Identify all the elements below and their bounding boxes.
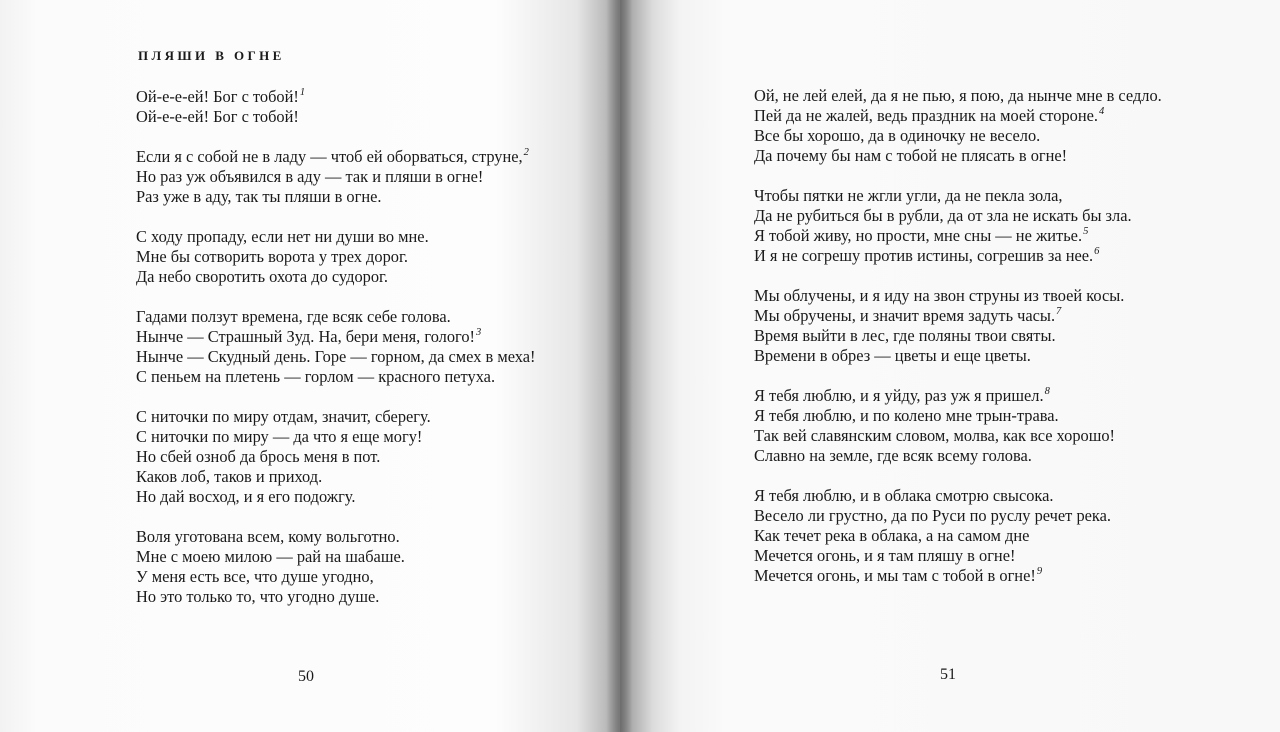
poem-line bbox=[754, 286, 1162, 306]
poem-line-text: У меня есть все, что душе угодно, bbox=[136, 567, 374, 586]
poem-line-text: Но это только то, что угодно душе. bbox=[136, 587, 380, 606]
poem-line bbox=[754, 226, 1162, 246]
poem-line-text: Каков лоб, таков и приход. bbox=[136, 467, 323, 486]
poem-line-text: Мечется огонь, и я там пляшу в огне! bbox=[754, 546, 1016, 565]
poem-line bbox=[754, 86, 1162, 106]
poem-line-text: С ходу пропаду, если нет ни души во мне. bbox=[136, 227, 429, 246]
poem-text-left bbox=[136, 87, 536, 627]
poem-line bbox=[136, 427, 536, 447]
poem-line bbox=[754, 306, 1162, 326]
poem-line bbox=[136, 527, 536, 547]
footnote-marker[interactable]: 3 bbox=[476, 327, 482, 338]
footnote-marker[interactable]: 2 bbox=[523, 147, 529, 158]
poem-line-text: Мы облучены, и я иду на звон струны из твоей косы. bbox=[754, 286, 1125, 305]
poem-line-text: Времени в обрез — цветы и еще цветы. bbox=[754, 346, 1031, 365]
poem-line-text: Ой-е-е-ей! Бог с тобой! bbox=[136, 107, 299, 126]
page-number-left: 50 bbox=[298, 668, 314, 685]
poem-line bbox=[754, 486, 1162, 506]
poem-line-text: Время выйти в лес, где поляны твои святы. bbox=[754, 326, 1056, 345]
poem-line-text: Да не рубиться бы в рубли, да от зла не искать бы зла. bbox=[754, 206, 1132, 225]
footnote-marker[interactable]: 5 bbox=[1083, 226, 1089, 237]
poem-line-text: С ниточки по миру — да что я еще могу! bbox=[136, 427, 423, 446]
poem-line-text: Нынче — Страшный Зуд. На, бери меня, голого! bbox=[136, 327, 476, 346]
poem-line bbox=[136, 267, 536, 287]
stanza bbox=[136, 147, 536, 207]
stanza bbox=[136, 87, 536, 127]
poem-line-text: Раз уже в аду, так ты пляши в огне. bbox=[136, 187, 382, 206]
poem-line bbox=[754, 506, 1162, 526]
poem-line bbox=[754, 386, 1162, 406]
poem-line-text: Да небо своротить охота до судорог. bbox=[136, 267, 388, 286]
poem-line bbox=[136, 87, 536, 107]
page-number-right: 51 bbox=[940, 666, 956, 683]
stanza bbox=[136, 227, 536, 287]
poem-line bbox=[136, 247, 536, 267]
poem-line-text: С пеньем на плетень — горлом — красного петуха. bbox=[136, 367, 496, 386]
poem-line-text: Но сбей озноб да брось меня в пот. bbox=[136, 447, 381, 466]
poem-line-text: Пей да не жалей, ведь праздник на моей стороне. bbox=[754, 106, 1098, 125]
poem-line bbox=[136, 487, 536, 507]
footnote-marker[interactable]: 9 bbox=[1036, 566, 1043, 577]
poem-line bbox=[754, 566, 1162, 586]
poem-line-text: И я не согрешу против истины, согрешив за нее. bbox=[754, 246, 1094, 265]
poem-line bbox=[136, 587, 536, 607]
poem-line-text: Но дай восход, и я его подожгу. bbox=[136, 487, 356, 506]
poem-line-text: Воля уготована всем, кому вольготно. bbox=[136, 527, 400, 546]
poem-line bbox=[136, 187, 536, 207]
book-gutter-shadow bbox=[606, 0, 632, 732]
stanza bbox=[136, 407, 536, 507]
poem-line-text: Я тебя люблю, и в облака смотрю свысока. bbox=[754, 486, 1054, 505]
poem-line bbox=[136, 447, 536, 467]
poem-line bbox=[754, 406, 1162, 426]
stanza bbox=[136, 527, 536, 607]
poem-line-text: Мечется огонь, и мы там с тобой в огне! bbox=[754, 566, 1036, 585]
poem-line-text: Все бы хорошо, да в одиночку не весело. bbox=[754, 126, 1041, 145]
poem-line bbox=[754, 346, 1162, 366]
poem-line bbox=[136, 547, 536, 567]
left-page bbox=[0, 0, 620, 732]
stanza bbox=[136, 307, 536, 387]
poem-line-text: Я тобой живу, но прости, мне сны — не житье. bbox=[754, 226, 1083, 245]
poem-line bbox=[754, 246, 1162, 266]
poem-line bbox=[754, 206, 1162, 226]
poem-line bbox=[754, 106, 1162, 126]
footnote-marker[interactable]: 7 bbox=[1056, 306, 1062, 317]
stanza bbox=[754, 186, 1162, 266]
poem-line-text: Ой, не лей елей, да я не пью, я пою, да нынче мне в седло. bbox=[754, 86, 1162, 105]
poem-line bbox=[136, 227, 536, 247]
poem-line bbox=[754, 326, 1162, 346]
poem-line bbox=[136, 367, 536, 387]
poem-line-text: Я тебя люблю, и я уйду, раз уж я пришел. bbox=[754, 386, 1044, 405]
poem-line bbox=[136, 347, 536, 367]
poem-line bbox=[136, 307, 536, 327]
poem-line-text: Я тебя люблю, и по колено мне трын-трава. bbox=[754, 406, 1059, 425]
poem-line bbox=[136, 167, 536, 187]
poem-line bbox=[754, 146, 1162, 166]
poem-line bbox=[754, 446, 1162, 466]
poem-line bbox=[754, 526, 1162, 546]
right-page bbox=[620, 0, 1280, 732]
footnote-marker[interactable]: 4 bbox=[1099, 106, 1105, 117]
poem-line-text: Если я с собой не в ладу — чтоб ей оборваться, струне, bbox=[136, 147, 523, 166]
poem-line bbox=[754, 546, 1162, 566]
poem-line-text: Как течет река в облака, а на самом дне bbox=[754, 526, 1030, 545]
stanza bbox=[754, 486, 1162, 586]
poem-line-text: Чтобы пятки не жгли угли, да не пекла зола, bbox=[754, 186, 1063, 205]
poem-line bbox=[136, 327, 536, 347]
poem-line-text: Но раз уж объявился в аду — так и пляши в огне! bbox=[136, 167, 484, 186]
poem-line bbox=[136, 567, 536, 587]
footnote-marker[interactable]: 6 bbox=[1094, 246, 1100, 257]
poem-line-text: Нынче — Скудный день. Горе — горном, да смех в меха! bbox=[136, 347, 536, 366]
poem-line-text: Гадами ползут времена, где всяк себе голова. bbox=[136, 307, 451, 326]
poem-title: ПЛЯШИ В ОГНЕ bbox=[138, 48, 285, 63]
poem-line bbox=[754, 426, 1162, 446]
poem-line-text: Мы обручены, и значит время задуть часы. bbox=[754, 306, 1056, 325]
poem-line-text: С ниточки по миру отдам, значит, сберегу. bbox=[136, 407, 431, 426]
poem-line bbox=[754, 186, 1162, 206]
stanza bbox=[754, 86, 1162, 166]
poem-text-right bbox=[754, 86, 1162, 606]
poem-line-text: Мне с моею милою — рай на шабаше. bbox=[136, 547, 405, 566]
poem-line bbox=[136, 107, 536, 127]
poem-line-text: Да почему бы нам с тобой не плясать в огне! bbox=[754, 146, 1068, 165]
poem-line-text: Так вей славянским словом, молва, как все хорошо! bbox=[754, 426, 1115, 445]
poem-line-text: Ой-е-е-ей! Бог с тобой! bbox=[136, 87, 299, 106]
poem-line bbox=[136, 147, 536, 167]
poem-line bbox=[754, 126, 1162, 146]
poem-line-text: Весело ли грустно, да по Руси по руслу речет река. bbox=[754, 506, 1112, 525]
poem-line bbox=[136, 407, 536, 427]
stanza bbox=[754, 386, 1162, 466]
footnote-marker[interactable]: 8 bbox=[1044, 386, 1050, 397]
poem-line bbox=[136, 467, 536, 487]
stanza bbox=[754, 286, 1162, 366]
poem-line-text: Мне бы сотворить ворота у трех дорог. bbox=[136, 247, 408, 266]
footnote-marker[interactable]: 1 bbox=[299, 87, 306, 98]
poem-line-text: Славно на земле, где всяк всему голова. bbox=[754, 446, 1032, 465]
